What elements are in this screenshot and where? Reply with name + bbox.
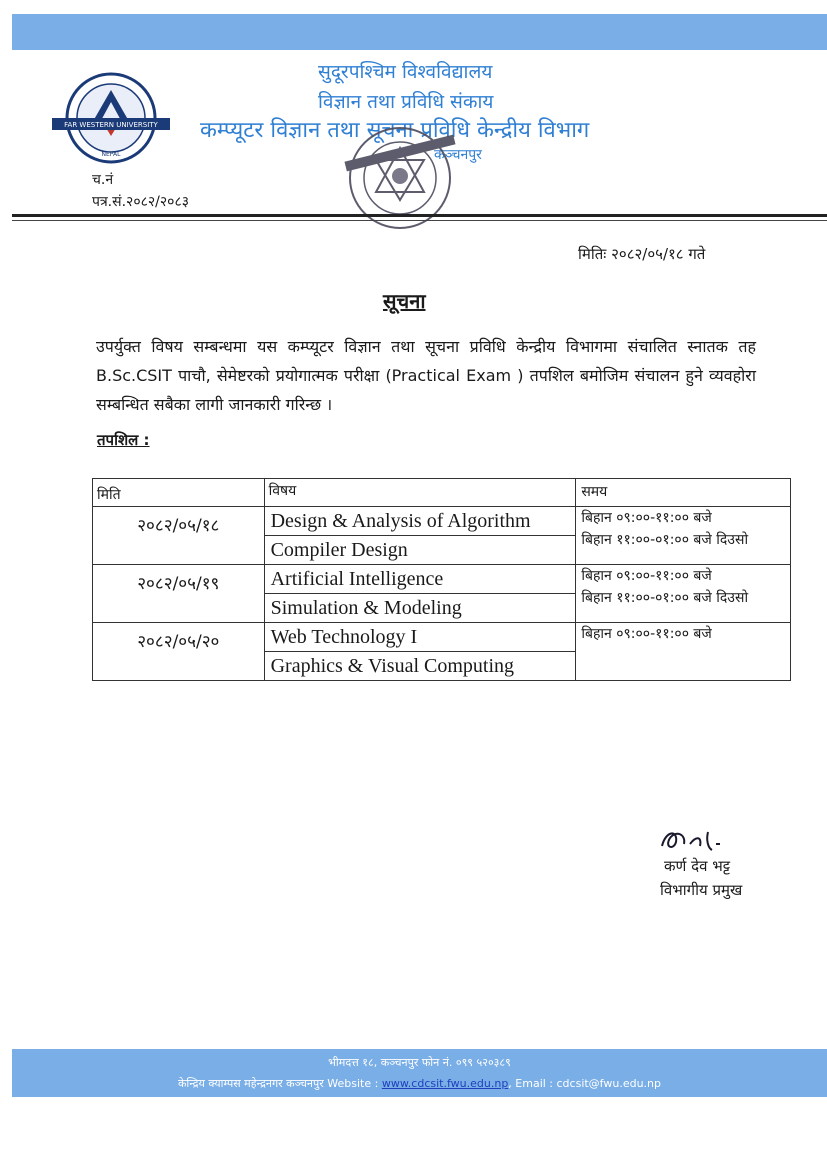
subject-cell: Web Technology I (270, 626, 418, 648)
reference-letter-no: पत्र.सं.२०८२/२०८३ (92, 194, 190, 210)
time-slot: बिहान ०९:००-११:०० बजे (581, 626, 712, 642)
subject-cell: Simulation & Modeling (265, 593, 576, 622)
svg-text:FAR WESTERN UNIVERSITY: FAR WESTERN UNIVERSITY (64, 121, 158, 129)
footer-contact-prefix: केन्द्रिय क्याम्पस महेन्द्रनगर कञ्चनपुर Website : (177, 1077, 382, 1090)
row-subjects (264, 565, 576, 623)
row-times (576, 565, 791, 623)
time-slot: बिहान ११:००-०१:०० बजे दिउसो (581, 532, 749, 548)
row-subjects (264, 507, 576, 565)
header-subject: विषय (264, 479, 576, 507)
row-subjects (264, 623, 576, 681)
svg-text:NEPAL: NEPAL (101, 151, 121, 158)
department-stamp (338, 120, 458, 254)
footer-address: भीमदत्त १८, कञ्चनपुर फोन नं. ०९९ ५२०३८९ (328, 1056, 511, 1069)
subject-cell: Design & Analysis of Algorithm (270, 510, 531, 532)
footer-email: , Email : cdcsit@fwu.edu.np (508, 1077, 662, 1090)
row-times (576, 507, 791, 565)
notice-date: मितिः २०८२/०५/१८ गते (578, 245, 706, 263)
address-line: कञ्चनपुर (434, 147, 482, 163)
row-times (576, 623, 791, 681)
university-logo (52, 66, 170, 170)
header-divider (12, 214, 827, 217)
table-row (93, 507, 791, 565)
footer-band (12, 1049, 827, 1097)
row-date: २०८२/०५/१९ (93, 565, 265, 623)
subject-cell: Compiler Design (265, 535, 576, 564)
exam-schedule-table (92, 478, 791, 681)
footer-contact (12, 1076, 827, 1091)
table-row (93, 623, 791, 681)
row-date: २०८२/०५/१८ (93, 507, 265, 565)
table-header-row (93, 479, 791, 507)
time-slot: बिहान ०९:००-११:०० बजे (581, 510, 712, 526)
time-slot: बिहान ०९:००-११:०० बजे (581, 568, 712, 584)
department-name: कम्प्यूटर विज्ञान तथा सूचना प्रविधि केन्द्रीय विभाग (200, 118, 590, 143)
notice-title: सूचना (383, 289, 426, 313)
signatory-name: कर्ण देव भट्ट (664, 857, 731, 875)
signatory-title: विभागीय प्रमुख (660, 881, 743, 899)
notice-body: उपर्युक्त विषय सम्बन्धमा यस कम्प्यूटर विज्ञान तथा सूचना प्रविधि केन्द्रीय विभागमा संचालित स्नातक तह B.Sc.CSIT पाचौ, सेमेष्टरको प्रयोगात्मक परीक्षा (Practical Exam ) तपशिल बमोजिम संचालन हुने व्यवहोरा सम्बन्धित सबैका लागी जानकारी गरिन्छ । (96, 337, 756, 414)
subject-cell: Graphics & Visual Computing (265, 651, 576, 680)
time-slot: बिहान ११:००-०१:०० बजे दिउसो (581, 590, 749, 606)
website-link[interactable]: www.cdcsit.fwu.edu.np (381, 1077, 509, 1090)
details-label: तपशिल : (97, 431, 150, 449)
reference-ch-no: च.नं (92, 172, 114, 188)
table-row (93, 565, 791, 623)
header-divider-thin (12, 220, 827, 221)
subject-cell: Artificial Intelligence (270, 568, 444, 590)
row-date: २०८२/०५/२० (93, 623, 265, 681)
signature-scribble (656, 824, 736, 860)
top-color-band (12, 14, 827, 50)
header-date: मिति (93, 479, 265, 507)
header-time: समय (576, 479, 791, 507)
university-name: सुदूरपश्चिम विश्वविद्यालय (318, 61, 493, 83)
faculty-name: विज्ञान तथा प्रविधि संकाय (318, 91, 494, 113)
